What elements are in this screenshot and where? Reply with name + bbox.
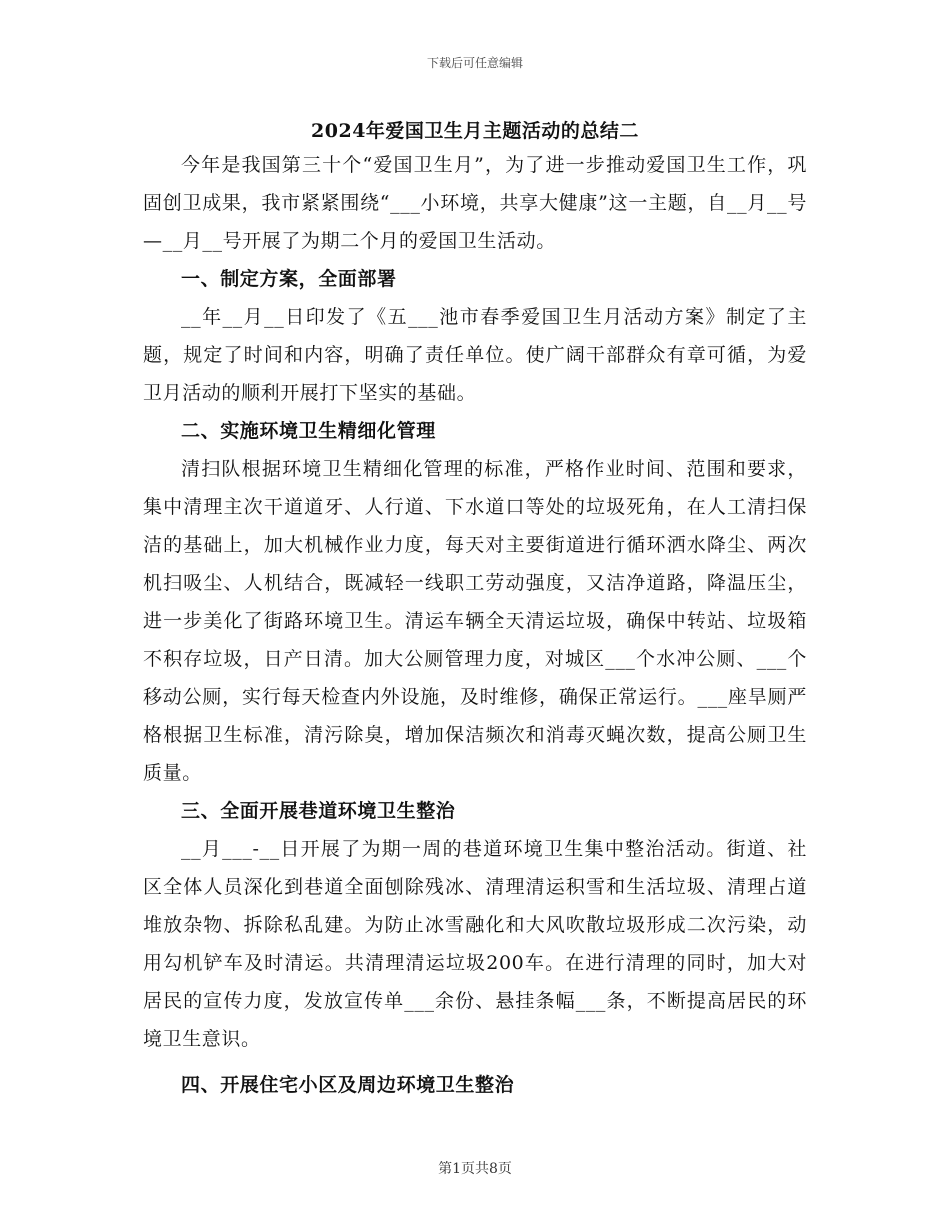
section-3-heading: 三、全面开展巷道环境卫生整治 — [181, 800, 456, 822]
section-2-heading: 二、实施环境卫生精细化管理 — [181, 420, 436, 442]
section-3-paragraph: __月___-__日开展了为期一周的巷道环境卫生集中整治活动。街道、社区全体人员深化到巷道全面刨除残冰、清理清运积雪和生活垃圾、清理占道堆放杂物、拆除私乱建。为防止冰雪融化和大风吹散垃圾形成二次污染，动用勾机铲车及时清运。共清理清运垃圾200车。在进行清理的同时，加大对居民的宣传力度，发放宣传单___余份、悬挂条幅___条，不断提高居民的环境卫生意识。 — [143, 838, 807, 1050]
intro-paragraph: 今年是我国第三十个“爱国卫生月”，为了进一步推动爱国卫生工作，巩固创卫成果，我市紧紧围绕“___小环境，共享大健康”这一主题，自__月__号—__月__号开展了为期二个月的爱国卫生活动。 — [143, 154, 807, 252]
section-4-heading: 四、开展住宅小区及周边环境卫生整治 — [181, 1074, 515, 1096]
section-1-paragraph: __年__月__日印发了《五___池市春季爱国卫生月活动方案》制定了主题，规定了时间和内容，明确了责任单位。使广阔干部群众有章可循，为爱卫月活动的顺利开展打下坚实的基础。 — [143, 306, 807, 404]
page-footer: 第1页共8页 — [438, 1161, 512, 1177]
page-header-note: 下载后可任意编辑 — [426, 56, 523, 70]
document-body — [143, 146, 807, 1104]
document-title: 2024年爱国卫生月主题活动的总结二 — [311, 120, 639, 142]
section-1-heading: 一、制定方案，全面部署 — [181, 268, 397, 290]
section-2-paragraph: 清扫队根据环境卫生精细化管理的标准，严格作业时间、范围和要求，集中清理主次干道道牙、人行道、下水道口等处的垃圾死角，在人工清扫保洁的基础上，加大机械作业力度，每天对主要街道进行循环洒水降尘、两次机扫吸尘、人机结合，既减轻一线职工劳动强度，又洁净道路，降温压尘，进一步美化了街路环境卫生。清运车辆全天清运垃圾，确保中转站、垃圾箱不积存垃圾，日产日清。加大公厕管理力度，对城区___个水冲公厕、___个移动公厕，实行每天检查内外设施，及时维修，确保正常运行。___座旱厕严格根据卫生标准，清污除臭，增加保洁频次和消毒灭蝇次数，提高公厕卫生质量。 — [143, 458, 807, 784]
